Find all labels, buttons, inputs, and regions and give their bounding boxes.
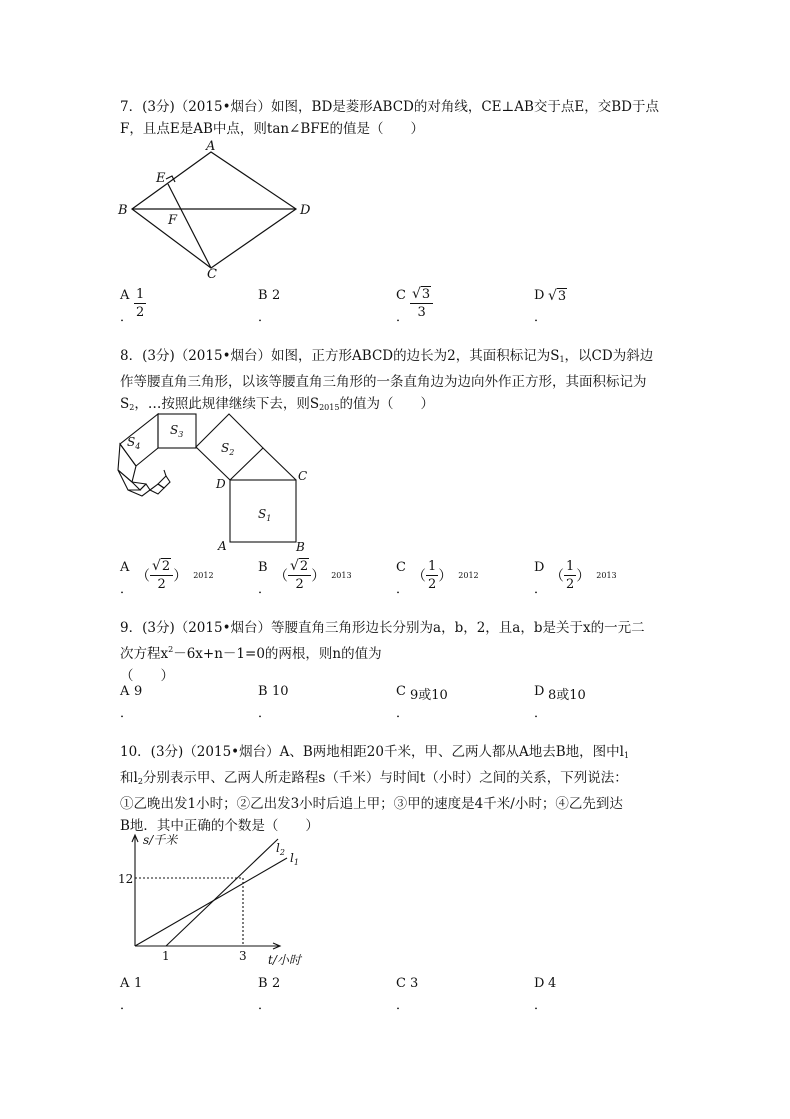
question-7 [120,96,680,140]
label-A: A [206,140,216,154]
question-9-text-line1: 9．(3分)（2015•烟台）等腰直角三角形边长分别为a，b，2，且a，b是关于x的一元二 [120,620,645,636]
question-10-text-line3: ①乙晚出发1小时；②乙出发3小时后追上甲；③甲的速度是4千米/小时；④乙先到达 [120,796,623,812]
question-7-figure [110,140,320,280]
label-S4: $S_4$ [127,435,141,451]
label-C: C [298,469,308,483]
question-7-text-line2: F，且点E是AB中点，则tan∠BFE的值是（ ） [120,121,425,137]
question-10: 10．(3分)（2015•烟台）A、B两地相距20千米，甲、乙两人都从A地去B地，图中$l_1$ 和$l_2$分别表示甲、乙两人所走路程s（千米）与时间t（小时）之间的关系，下列说法： ①乙晚出发1小时；②乙出发3小时后追上甲；③甲的速度是4千米/小时；④乙先到达 B地．其中正确的个数是（ ） [120,741,680,837]
square-s4 [120,414,158,466]
label-l2: $l_2$ [276,841,285,857]
question-8-figure [110,408,320,554]
label-D: D [300,203,311,218]
label-D: D [216,477,226,491]
question-9: 9．(3分)（2015•烟台）等腰直角三角形边长分别为a，b，2，且a，b是关于x的一元二 次方程$x^2-6x+n-1=0$的两根，则n的值为 （ ） [120,617,680,687]
question-8-text-line2: 作等腰直角三角形，以该等腰直角三角形的一条直角边为边向外作正方形，其面积标记为 [120,374,647,390]
y-axis-label: s/千米 [143,833,178,847]
question-9-text-line3: （ ） [120,668,174,684]
label-S1: $S_1$ [258,507,272,523]
tick-label-3: 3 [239,949,247,963]
square-s2 [196,414,263,480]
question-7-text-line1: 7．(3分)（2015•烟台）如图，BD是菱形ABCD的对角线，CE⊥AB交于点E，交BD于点 [120,99,659,115]
question-7-options: A ． $\frac{1}{2}$ B ． 2 C ． $\frac{√3}{3}$ D ． √3 [120,286,567,325]
line-l2 [166,839,278,946]
fraction: $\frac{1}{2}$ [136,287,145,320]
question-10-text-line4: B地．其中正确的个数是（ ） [120,818,319,834]
rhombus-abcd [132,152,296,268]
question-9-options: A ． 9 B ． 10 C ． 9或10 D ． 8或10 [120,684,586,721]
label-l1: $l_1$ [290,851,299,867]
label-C: C [207,267,217,280]
label-A: A [218,539,227,553]
label-F: F [168,213,178,228]
label-B: B [296,540,305,554]
question-10-options: A ． 1 B ． 2 C ． 3 D ． 4 [120,976,557,1013]
question-10-graph [112,830,312,970]
label-E: E [156,171,166,186]
fraction: $\frac{√3}{3}$ [410,286,433,321]
label-B: B [118,203,128,218]
tick-label-1: 1 [162,949,170,963]
tick-label-12: 12 [118,872,134,886]
question-8-options: A ． （ $\frac{√2}{2}$ ） 2012 B ． （ $\frac{√2}{2}$ ） 2013 C ． （ $\frac{1}{2}$ ） 2012 D ． （ $\frac{1}{2}$ ） 2013 [120,558,617,597]
line-l1 [135,858,287,946]
x-axis-label: t/小时 [268,953,301,967]
question-8: 8．(3分)（2015•烟台）如图，正方形ABCD的边长为2，其面积标记为$S_1$，以CD为斜边 作等腰直角三角形，以该等腰直角三角形的一条直角边为边向外作正方形，其面积标记为 $S_2$，…按照此规律继续下去，则$S_{2015}$的值为（ ） [120,345,680,419]
label-S2: $S_2$ [221,441,235,457]
label-S3: $S_3$ [170,423,184,439]
